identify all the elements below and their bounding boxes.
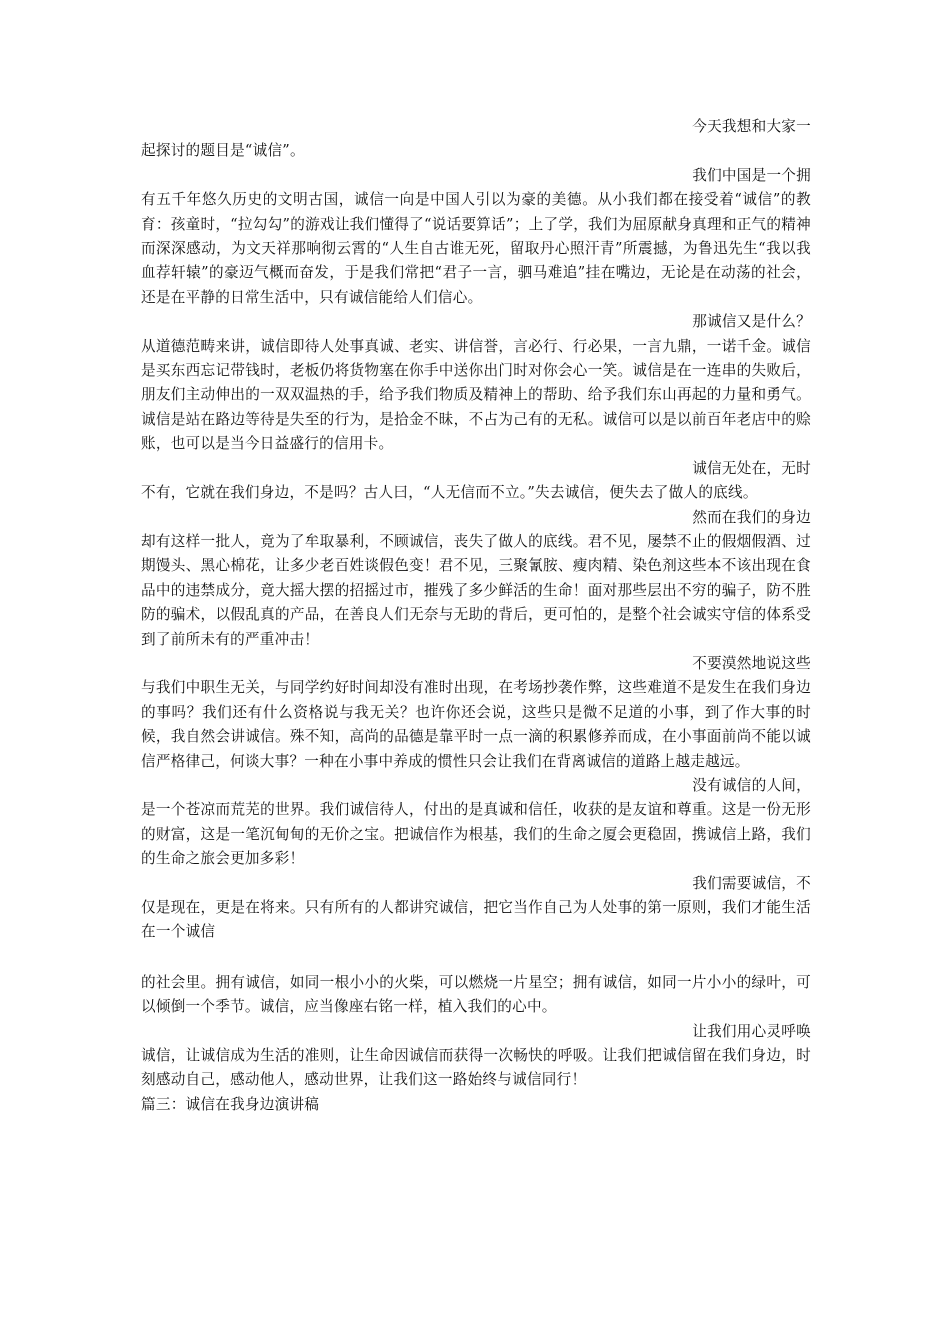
- paragraph-first-line: 没有诚信的人间，: [692, 776, 811, 794]
- paragraph-first-line: 那诚信又是什么？: [692, 313, 811, 331]
- paragraph-what-is-integrity: [141, 310, 811, 456]
- paragraph-everywhere: [141, 457, 811, 506]
- paragraph-first-line: 不要漠然地说这些: [692, 654, 811, 672]
- paragraph-body: 与我们中职生无关，与同学约好时间却没有准时出现，在考场抄袭作弊，这些难道不是发生在我们身边的事吗？我们还有什么资格说与我无关？也许你还会说，这些只是微不足道的小事，到了作大事的时候，我自然会讲诚信。殊不知，高尚的品德是靠平时一点一滴的积累修养而成，在小事面前尚不能以诚信严格律己，何谈大事？一种在小事中养成的惯性只会让我们在背离诚信的道路上越走越远。: [141, 679, 811, 770]
- paragraph-body: 从道德范畴来讲，诚信即待人处事真诚、老实、讲信誉，言必行、行必果，一言九鼎，一诺千金。诚信是买东西忘记带钱时，老板仍将货物塞在你手中送你出门时对你会心一笑。诚信是在一连串的失败后，朋友们主动伸出的一双双温热的手，给予我们物质及精神上的帮助、给予我们东山再起的力量和勇气。诚信是站在路边等待是失至的行为，是拾金不昧，不占为己有的无私。诚信可以是以前百年老店中的赊账，也可以是当今日益盛行的信用卡。: [141, 337, 811, 453]
- paragraph-body: 却有这样一批人，竟为了牟取暴利，不顾诚信，丧失了做人的底线。君不见，屡禁不止的假烟假酒、过期馒头、黑心棉花，让多少老百姓谈假色变！君不见，三聚氰胺、瘦肉精、染色剂这些本不该出现在食品中的违禁成分，竟大摇大摆的招摇过市，摧残了多少鲜活的生命！面对那些层出不穷的骗子，防不胜防的骗术，以假乱真的产品，在善良人们无奈与无助的背后，更可怕的，是整个社会诚实守信的体系受到了前所未有的严重冲击！: [141, 532, 811, 648]
- paragraph-topic: [141, 115, 811, 164]
- paragraph-first-line: 让我们用心灵呼唤: [692, 1022, 811, 1040]
- page-gap: [141, 945, 811, 971]
- paragraph-however: [141, 506, 811, 652]
- paragraph-body: 有五千年悠久历史的文明古国，诚信一向是中国人引以为豪的美德。从小我们都在接受着“诚信”的教育：孩童时，“拉勾勾”的游戏让我们懂得了“说话要算话”；上了学，我们为屈原献身真理和正气的精神而深深感动，为文天祥那响彻云霄的“人生自古谁无死，留取丹心照汗青”所震撼，为鲁迅先生“我以我血荐轩辕”的豪迈气概而奋发，于是我们常把“君子一言，驷马难追”挂在嘴边，无论是在动荡的社会，还是在平静的日常生活中，只有诚信能给人们信心。: [141, 191, 811, 306]
- paragraph-first-line: 我们需要诚信，不: [692, 874, 811, 892]
- paragraph-china-history: [141, 164, 811, 310]
- paragraph-body: 是一个苍凉而荒芜的世界。我们诚信待人，付出的是真诚和信任，收获的是友谊和尊重。这是一份无形的财富，这是一笔沉甸甸的无价之宝。把诚信作为根基，我们的生命之厦会更稳固，携诚信上路，我们的生命之旅会更加多彩！: [141, 801, 811, 868]
- paragraph-first-line: 诚信无处在，无时: [692, 459, 811, 477]
- paragraph-body: 诚信，让诚信成为生活的准则，让生命因诚信而获得一次畅快的呼吸。让我们把诚信留在我们身边，时刻感动自己，感动他人，感动世界，让我们这一路始终与诚信同行！: [141, 1047, 811, 1089]
- section-heading: 篇三：诚信在我身边演讲稿: [141, 1095, 320, 1113]
- paragraph-body: 不有，它就在我们身边，不是吗？古人曰，“人无信而不立。”失去诚信，便失去了做人的底线。: [141, 484, 758, 502]
- paragraph-continuation: 的社会里。拥有诚信，如同一根小小的火柴，可以燃烧一片星空；拥有诚信，如同一片小小的绿叶，可以倾倒一个季节。诚信，应当像座右铭一样，植入我们的心中。: [141, 973, 811, 1016]
- paragraph-dont-say: [141, 652, 811, 774]
- document-page: [141, 115, 811, 1117]
- paragraph-first-line: 今天我想和大家一: [692, 118, 811, 135]
- paragraph-first-line: 我们中国是一个拥: [692, 166, 811, 184]
- paragraph-first-line: 然而在我们的身边: [692, 508, 811, 526]
- paragraph-body: 仅是现在，更是在将来。只有所有的人都讲究诚信，把它当作自己为人处事的第一原则，我们才能生活在一个诚信: [141, 899, 811, 941]
- paragraph-closing: [141, 1020, 811, 1093]
- paragraph-without-integrity: [141, 774, 811, 872]
- paragraph-body: 起探讨的题目是“诚信”。: [141, 142, 305, 160]
- paragraph-we-need: [141, 872, 811, 945]
